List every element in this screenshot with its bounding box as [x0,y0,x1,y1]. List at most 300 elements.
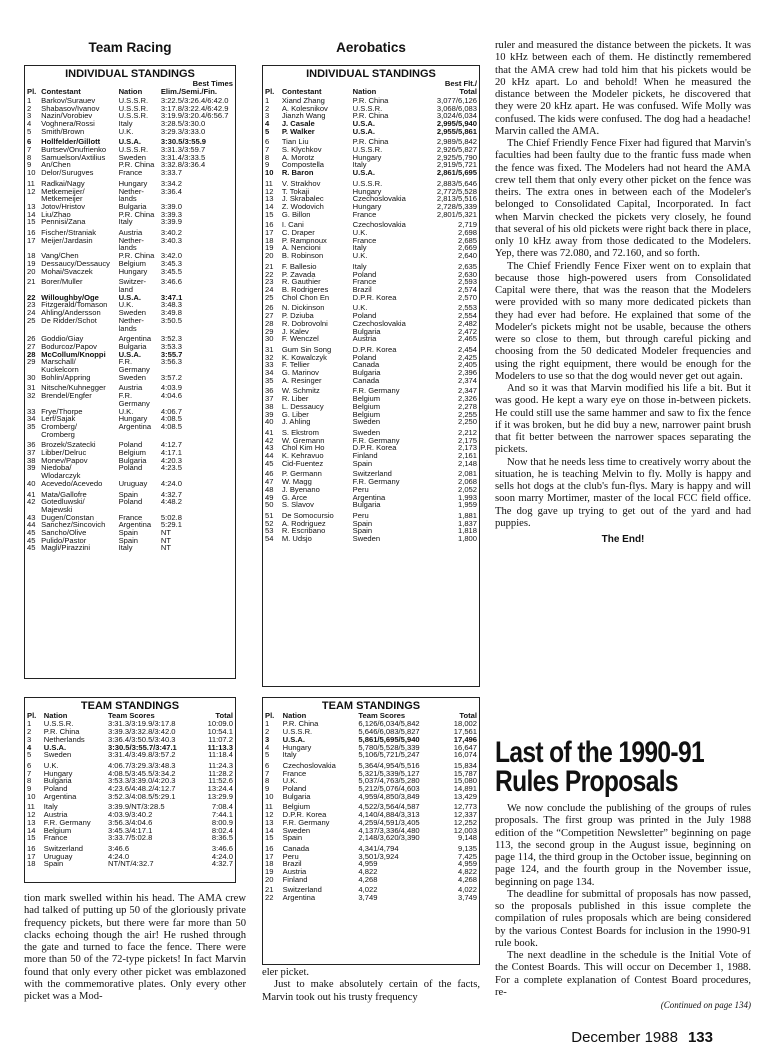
tr-individual-cell-pl: 3 [27,111,32,121]
rules-title-line-2: Rules Proposals [495,765,678,798]
rules-title-line-1: Last of the 1990-91 [495,736,705,769]
ae-team-cell-total: 12,773 [453,802,477,812]
ae-team-cell-nation: Peru [282,851,299,861]
tr-individual-cell-pl: 44 [27,520,36,530]
ae-individual-cell-total: 2,989/5,842 [436,137,477,147]
tr-team-box [24,697,236,883]
tr-individual-cell-nation: France [118,168,143,178]
ae-team-cell-pl: 17 [265,851,274,861]
ae-team-cell-nation: U.S.S.R. [282,727,313,737]
ae-team-cell-nation: Sweden [282,825,311,835]
tr-individual-cell-pl: 21 [27,277,36,287]
ae-team-cell-scores: 4,137/3,336/4,480 [358,825,420,835]
tr-team-cell-scores: 3:36.4/3:50.5/3:40.3 [107,734,176,744]
issue-date: December 1988 [571,1029,678,1046]
ae-team-cell-scores: 4,140/4,884/3,313 [358,810,420,820]
ae-individual-cell-nation: France [352,277,377,287]
tr-individual-cell-times: 4:32.7 [160,489,182,499]
ae-team-cell-total: 15,834 [453,760,477,770]
tr-individual-cell-pl: 23 [27,300,36,310]
ae-individual-cell-name: B. Robinson [281,251,324,261]
ae-team-cell-nation: Italy [282,750,297,760]
ae-individual-cell-total: 2,472 [457,326,477,336]
ae-team-cell-nation: U.S.A. [282,734,305,744]
tr-individual-cell-name: Mata/Gallofre [41,489,87,499]
tr-individual-cell-times: 3:40.3 [160,235,182,245]
ae-individual-cell-name: A. Resinger [281,375,322,385]
tr-individual-cell-times: 5:02.8 [160,512,182,522]
ae-individual-cell-total: 2,347 [457,386,477,396]
tr-individual-cell-name: Gotedluwski/ [41,497,85,507]
ae-individual-cell-name: V. Strakhov [281,178,321,188]
tr-individual-cell-nation: lands [118,194,137,204]
tr-team-cell-nation: Argentina [43,791,77,801]
ae-individual-cell-total: 2,068 [457,477,477,487]
tr-individual-cell-nation: Uruguay [118,478,148,488]
tr-individual-cell-nation: Argentina [118,421,152,431]
ae-team-cell-scores: 5,037/4,763/5,280 [358,776,420,786]
tr-individual-cell-pl: 45 [27,543,36,553]
ae-individual-cell-pl: 21 [265,261,274,271]
ae-individual-cell-nation: Belgium [352,394,381,404]
ae-team-cell-scores: 5,364/4,954/5,516 [358,760,420,770]
ae-individual-cell-name: M. Udsjo [281,534,312,544]
tr-team-cell-scores: 4:03.9/3:40.2 [107,810,153,820]
ae-individual-row [263,169,479,177]
tr-team-cell-total: 11:07.2 [208,734,233,744]
tr-team-cell-nation: Spain [43,859,64,869]
ae-team-cell-nation: Spain [282,833,303,843]
ae-individual-cell-nation: F.R. Germany [352,477,400,487]
ae-nation-header: Nation [352,87,377,97]
ae-team-cell-total: 7,425 [457,851,477,861]
ae-individual-cell-total: 2,925/5,790 [436,152,477,162]
ae-individual-cell-total: 2,250 [457,417,477,427]
tr-individual-cell-pl [25,431,39,439]
tr-individual-cell-pl: 43 [27,512,36,522]
tr-team-cell-nation: U.S.S.R. [43,719,74,729]
ae-individual-cell-nation: Hungary [352,152,382,162]
tr-individual-cell-times: 3:49.8 [160,308,182,318]
tr-individual-cell-pl: 14 [27,209,36,219]
tr-individual-cell-name: Monev/Papov [41,455,88,465]
story-right-paragraph-1: ruler and measured the distance between the pickets. It was 10 kHz between each of them. He distinctly remembered that the AMA crew had told him that his pickets would be 20 kHz apart. Lo and behold! When he measured the distance between the Modeler pickets, he discovered that they were 20 kHz apart. He was confused. Wife Molly was confused. The kids were confused. The dog had a headache! Marvin called the AMA. [495,40,751,137]
tr-team-pl-header: Pl. [27,711,37,720]
story-right-paragraph-3: The Chief Friendly Fence Fixer went on to explain that because those high-powered users from Consolidated Capital were there, that was the reason that the Modelers were provided with so many more dedicated pickets than they had ever had before. He explained that some of the Modeler's pickets might not be usable, because the others were so close to them, but through careful picking and choosing from the 50 dedicated Modeler frequencies and using the right equipment, there would be enough for the Modelers to use so that the dog would never get out again. [495,260,751,382]
tr-individual-cell-times: 4:08.5 [160,414,182,424]
ae-individual-row [263,294,479,302]
tr-team-cell-scores: 3:31.3/3:19.9/3:17.8 [107,719,176,729]
ae-individual-cell-nation: Sweden [352,534,381,544]
ae-individual-cell-name: K. Kowalczyk [281,352,327,362]
tr-individual-table [25,80,235,552]
tr-individual-cell-times: 3:31.4/3:33.5 [160,152,206,162]
tr-individual-cell-nation: land [118,284,133,294]
tr-individual-cell-pl: 30 [27,372,36,382]
tr-individual-cell-name: Pennisi/Zana [41,217,86,227]
tr-individual-cell-nation: Argentina [118,334,152,344]
tr-team-cell-total: 11:52.6 [208,776,233,786]
tr-individual-cell-name: Liu/Zhao [41,209,71,219]
tr-individual-cell-name: Willoughby/Oge [41,292,99,302]
tr-individual-box [24,65,236,679]
ae-individual-cell-name: F. Tellier [281,360,310,370]
tr-individual-cell-pl: 1 [27,95,32,105]
tr-team-cell-nation: Bulgaria [43,776,72,786]
ae-individual-cell-nation: Belgium [352,409,381,419]
tr-individual-cell-name: Kuckelcorn [41,365,79,375]
tr-individual-cell-nation: Spain [118,528,139,538]
tr-team-cell-pl: 9 [27,784,32,794]
ae-team-cell-pl: 18 [265,859,274,869]
tr-individual-row [25,268,235,276]
ae-individual-cell-nation: Argentina [352,492,386,502]
ae-individual-cell-nation: F.R. Germany [352,386,400,396]
tr-individual-cell-times: 5:29.1 [160,520,182,530]
rules-proposals-body [495,803,751,1011]
ae-individual-cell-pl: 48 [265,484,274,494]
ae-team-cell-scores: 4,959 [358,859,378,869]
ae-individual-row [263,211,479,219]
ae-team-cell-nation: D.P.R. Korea [282,810,327,820]
ae-individual-cell-pl: 49 [265,492,274,502]
tr-individual-cell-times: 3:39.0 [160,201,182,211]
tr-individual-cell-pl: 17 [27,235,36,245]
tr-team-cell-scores: 3:52.3/4:08.5/5:29.1 [107,791,176,801]
tr-individual-cell-times: 4:08.5 [160,421,182,431]
ae-individual-cell-nation: Poland [352,352,377,362]
tr-individual-cell-name: Bodurcoz/Papov [41,341,97,351]
tr-individual-cell-pl: 15 [27,217,36,227]
ae-team-cell-scores: 4,522/3,564/4,587 [358,802,420,812]
ae-individual-cell-pl: 10 [265,168,274,178]
tr-team-cell-nation: Sweden [43,750,72,760]
ae-individual-cell-name: B. Rodrigeres [281,284,329,294]
tr-individual-cell-nation: F.R. [118,357,133,367]
tr-team-cell-scores: 3:33.7/5:02.8 [107,833,153,843]
ae-individual-cell-total: 2,640 [457,251,477,261]
ae-individual-cell-pl: 2 [265,103,270,113]
tr-individual-cell-name: Frye/Thorpe [41,406,83,416]
ae-individual-cell-total: 2,278 [457,401,477,411]
story-continuation-middle [262,967,480,1004]
story-left-paragraph: tion mark swelled within his head. The AMA crew had talked of putting up 50 of the gloriously private frequency pickets, but there were far more than 50 clacks echoing though the air! He rushed through the gate and turned to face the fence. There were more than 50 of the 72-type pickets! In fact Marvin found that only every other picket was emblazoned with the commemorative plates. Only every other picket was a Mod- [24,893,246,1002]
tr-individual-cell-nation: Nether- [118,315,144,325]
tr-individual-cell-pl: 18 [27,251,36,261]
tr-individual-cell-pl: 41 [27,489,36,499]
ae-individual-cell-name: C. Draper [281,228,315,238]
tr-team-cell-total: 4:24.0 [211,851,233,861]
tr-team-row [25,860,235,868]
ae-individual-cell-pl: 24 [265,284,274,294]
ae-team-cell-nation: U.K. [282,776,298,786]
team-racing-heading: Team Racing [88,40,172,55]
tr-individual-cell-times: 4:48.2 [160,497,182,507]
tr-individual-cell-pl: 20 [27,266,36,276]
tr-individual-cell-nation: Argentina [118,520,152,530]
ae-individual-cell-total: 1,837 [457,518,477,528]
tr-individual-cell-pl: 12 [27,186,36,196]
ae-individual-cell-nation: Spain [352,526,373,536]
ae-individual-cell-name: F. Ballesio [281,261,317,271]
tr-team-cell-total: 13:29.9 [207,791,233,801]
ae-individual-cell-nation: Italy [352,243,367,253]
ae-individual-cell-total: 2,685 [457,235,477,245]
ae-individual-cell-nation: U.S.S.R. [352,103,383,113]
tr-individual-row [25,177,235,188]
tr-team-cell-pl: 13 [27,817,36,827]
tr-team-cell-scores: 3:39.9/NT/3:28.5 [107,802,165,812]
story-continuation-left [24,893,246,1003]
tr-team-cell-total: 8:00.9 [211,817,233,827]
ae-individual-table [263,80,479,543]
tr-individual-cell-name: Magli/Pirazzini [41,543,91,553]
tr-individual-cell-pl: 26 [27,334,36,344]
ae-team-cell-pl: 1 [265,719,270,729]
tr-individual-cell-pl: 22 [27,292,36,302]
tr-individual-cell-nation: Belgium [118,448,147,458]
ae-individual-cell-pl: 11 [265,178,273,188]
tr-individual-cell-pl: 45 [27,535,36,545]
tr-individual-cell-nation: Italy [118,543,133,553]
tr-individual-cell-nation: U.S.S.R. [118,111,149,121]
tr-individual-cell-nation: P.R. China [118,160,155,170]
ae-individual-cell-total: 2,405 [457,360,477,370]
ae-individual-cell-total: 2,630 [457,269,477,279]
ae-team-cell-total: 12,003 [453,825,477,835]
ae-team-cell-scores: 6,126/6,034/5,842 [358,719,420,729]
tr-team-cell-nation: Netherlands [43,734,85,744]
ae-individual-cell-total: 2,593 [457,277,477,287]
ae-individual-cell-nation: Sweden [352,427,381,437]
tr-individual-cell-name: Libber/Delruc [41,448,87,458]
tr-individual-cell-times: 3:32.8/3:36.4 [160,160,206,170]
tr-team-cell-pl: 1 [27,719,32,729]
ae-team-cell-nation: Poland [282,784,307,794]
tr-individual-cell-pl: 31 [27,383,36,393]
tr-team-cell-total: 11:28.2 [208,768,233,778]
ae-individual-cell-name: A. Rodriguez [281,518,326,528]
ae-individual-cell-nation: Spain [352,518,373,528]
ae-individual-cell-pl: 25 [265,292,274,302]
ae-team-cell-scores: 4,959/4,850/3,849 [358,791,420,801]
tr-individual-cell-nation: France [118,512,143,522]
ae-individual-cell-pl: 45 [265,458,274,468]
tr-individual-cell-name: Cromberg/ [41,421,78,431]
ae-individual-cell-pl: 7 [265,145,270,155]
tr-team-cell-scores: 4:24.0 [107,851,130,861]
tr-individual-cell-times: NT [160,543,171,553]
tr-individual-cell-name: Barkov/Surauev [41,95,96,105]
tr-team-row [25,834,235,842]
tr-individual-cell-name: Lerf/Sajak [41,414,76,424]
rules-paragraph-2: The deadline for submittal of proposals has now passed, so the proposals published in this issue complete the compilation of rules proposals which are being considered by the various Contest Boards for inclusion in the 1990-91 rule book. [495,888,751,949]
tr-individual-cell-name: An/Chen [41,160,71,170]
ae-team-cell-total: 4,959 [457,859,477,869]
tr-individual-cell-nation: U.S.A. [118,137,141,147]
tr-individual-cell-nation: F.R. [118,391,133,401]
tr-individual-cell-pl: 25 [27,315,36,325]
ae-individual-cell-total: 2,813/5,516 [436,194,477,204]
ae-individual-cell-nation: U.S.A. [352,118,376,128]
ae-individual-cell-total: 2,374 [457,375,477,385]
tr-individual-cell-nation: Austria [118,383,143,393]
ae-individual-cell-pl: 8 [265,152,270,162]
ae-individual-cell-total: 2,212 [457,427,477,437]
ae-individual-cell-name: R. Liber [281,394,309,404]
ae-individual-cell-nation: Peru [352,510,369,520]
tr-team-cell-total: 11:13.3 [207,742,233,752]
ae-team-pl-header: Pl. [265,711,275,720]
tr-individual-row [25,480,235,488]
ae-individual-cell-nation: D.P.R. Korea [352,344,397,354]
ae-team-cell-scores: 4,822 [358,867,378,877]
ae-individual-cell-total: 2,801/5,321 [436,209,477,219]
tr-team-cell-pl: 10 [27,791,36,801]
ae-individual-cell-pl: 28 [265,318,274,328]
aerobatics-heading: Aerobatics [336,40,406,55]
tr-individual-cell-name: Vang/Chen [41,251,79,261]
ae-individual-cell-name: Z. Wodovich [281,201,324,211]
tr-individual-cell-times: 3:57.2 [160,372,182,382]
ae-individual-cell-pl: 39 [265,409,274,419]
ae-individual-cell-pl: 14 [265,201,274,211]
ae-individual-cell-total: 2,454 [457,344,477,354]
tr-individual-cell-pl: 38 [27,455,36,465]
tr-team-cell-nation: Uruguay [43,851,73,861]
ae-individual-cell-pl: 20 [265,251,274,261]
ae-individual-cell-pl: 12 [265,186,274,196]
tr-individual-cell-pl: 27 [27,341,36,351]
ae-team-cell-total: 4,268 [457,874,477,884]
ae-individual-cell-pl: 44 [265,451,274,461]
ae-team-cell-total: 4,022 [457,885,477,895]
ae-individual-cell-name: A. Nencioni [281,243,321,253]
tr-individual-cell-nation: U.S.A. [118,292,141,302]
ae-individual-row [263,460,479,468]
tr-team-cell-scores: 3:30.5/3:55.7/3:47.1 [107,742,177,752]
ae-team-cell-scores: 5,861/5,695/5,940 [358,734,420,744]
ae-individual-box [262,65,480,687]
tr-individual-cell-name: Cromberg [41,429,75,439]
tr-team-cell-nation: P.R. China [43,727,80,737]
tr-individual-cell-nation: Nether- [118,186,144,196]
ae-individual-cell-pl: 42 [265,435,274,445]
ae-individual-cell-name: K. Kehravuo [281,451,324,461]
ae-individual-cell-pl: 33 [265,360,274,370]
tr-individual-cell-name: De Ridder/Schot [41,315,97,325]
tr-individual-cell-pl: 36 [27,440,36,450]
tr-individual-cell-times: 3:28.5/3:30.0 [160,118,206,128]
tr-individual-cell-times: 4:24.0 [160,478,182,488]
ae-individual-cell-nation: Poland [352,311,377,321]
ae-team-cell-total: 15,787 [453,768,477,778]
tr-individual-cell-times: 4:20.3 [160,455,182,465]
ae-team-cell-scores: 5,321/5,339/5,127 [358,768,420,778]
ae-team-cell-scores: 5,106/5,721/5,247 [358,750,420,760]
ae-team-cell-nation: P.R. China [282,719,319,729]
tr-team-cell-scores: 3:31.4/3:49.8/3:57.2 [107,750,176,760]
ae-individual-cell-name: Chol Chon En [281,292,330,302]
ae-individual-cell-total: 2,173 [457,443,477,453]
ae-individual-cell-pl: 43 [265,443,274,453]
ae-individual-row [263,128,479,136]
ae-individual-cell-pl: 18 [265,235,274,245]
tr-individual-cell-times: 3:50.5 [160,315,182,325]
tr-individual-cell-name: Burtsev/Onufrienko [41,145,107,155]
tr-individual-cell-nation: Poland [118,440,143,450]
ae-individual-cell-total: 2,425 [457,352,477,362]
tr-team-cell-scores: 3:53.3/3:39.0/4:20.3 [107,776,176,786]
ae-team-cell-scores: 3,749 [358,893,378,903]
ae-team-box [262,697,480,965]
tr-individual-cell-name [39,325,116,333]
ae-individual-cell-nation: Czechoslovakia [352,220,406,230]
ae-individual-row [263,501,479,509]
tr-team-cell-total: 11:24.3 [208,760,233,770]
ae-individual-cell-pl: 52 [265,518,274,528]
ae-team-row [263,751,479,759]
ae-individual-cell-pl: 27 [265,311,274,321]
tr-individual-cell-name: Metkemeijer/ [41,186,85,196]
tr-individual-cell-pl: 16 [27,228,36,238]
ae-individual-cell-total: 2,698 [457,228,477,238]
tr-individual-cell-nation: Sweden [118,152,147,162]
tr-individual-cell-nation: Bulgaria [118,201,147,211]
tr-individual-cell-times: 3:45.3 [160,258,182,268]
ae-team-cell-pl: 4 [265,742,270,752]
tr-individual-cell-times: 3:46.6 [160,277,182,287]
ae-individual-cell-total: 2,052 [457,484,477,494]
tr-team-cell-total: 7:08.4 [211,802,233,812]
tr-individual-cell-nation: Hungary [118,414,148,424]
ae-individual-cell-nation: France [352,209,377,219]
ae-individual-cell-pl: 1 [265,95,270,105]
ae-individual-row [263,418,479,426]
ae-team-scores-header: Team Scores [358,711,406,720]
tr-individual-cell-nation: P.R. China [118,251,155,261]
tr-individual-cell-pl: 8 [27,152,32,162]
tr-individual-cell-name: Majewski [41,504,73,514]
ae-individual-cell-pl: 17 [265,228,274,238]
ae-individual-cell-name: G. Arce [281,492,308,502]
ae-team-cell-total: 17,496 [453,734,477,744]
ae-individual-cell-name: A. Kolesnikov [281,103,328,113]
ae-team-cell-pl: 12 [265,810,274,820]
tr-individual-cell-name: Brozek/Szatecki [41,440,96,450]
ae-team-cell-pl: 2 [265,727,270,737]
tr-individual-cell-times: 3:33.7 [160,168,182,178]
ae-team-cell-total: 13,429 [453,791,477,801]
ae-individual-cell-name: J. Casale [281,118,315,128]
ae-team-cell-total: 16,647 [453,742,477,752]
ae-individual-cell-name: Jianzh Wang [281,111,326,121]
ae-individual-cell-total: 2,570 [457,292,477,302]
ae-team-cell-total: 12,252 [453,817,477,827]
tr-individual-cell-nation: Italy [118,118,133,128]
tr-individual-cell-nation: U.K. [118,126,134,136]
ae-team-cell-pl: 3 [265,734,270,744]
tr-individual-cell-name: Shabasov/Ivanov [41,103,100,113]
ae-individual-cell-nation: P.R. China [352,95,389,105]
tr-individual-cell-nation: Austria [118,228,143,238]
tr-individual-cell-name: Jotov/Hristov [41,201,86,211]
tr-individual-title: INDIVIDUAL STANDINGS [65,68,195,80]
ae-individual-cell-nation: Hungary [352,201,382,211]
ae-individual-cell-nation: F.R. Germany [352,435,400,445]
ae-team-cell-nation: Argentina [282,893,316,903]
tr-individual-cell-pl [25,325,39,333]
